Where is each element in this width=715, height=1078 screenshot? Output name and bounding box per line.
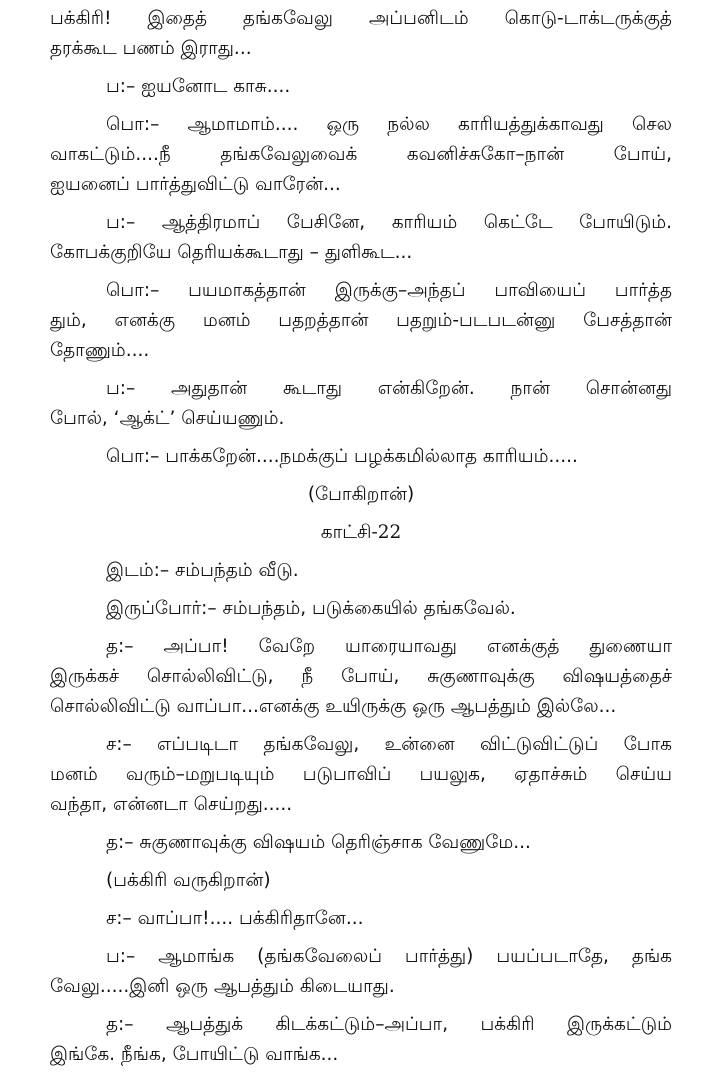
text-line: பொ:– பயமாகத்தான் இருக்கு–அந்தப் பாவியைப் பார்த்த (106, 280, 672, 301)
dialogue-paragraph (50, 110, 672, 200)
text-line: வாகட்டும்....நீ தங்கவேலுவைக் கவனிச்சுகோ–நான் போய், (50, 144, 672, 165)
text-line: த:– அப்பா! வேறே யாரையாவது எனக்குத் துணையா (106, 636, 672, 657)
text-line: பக்கிரி! இதைத் தங்கவேலு அப்பனிடம் கொடு-டாக்டருக்குத் (50, 8, 672, 29)
dialogue-paragraph (50, 556, 672, 586)
scene-title: காட்சி-22 (320, 522, 402, 543)
text-line: இருக்கச் சொல்லிவிட்டு, நீ போய், சுகுணாவுக்கு விஷயத்தைச் (50, 666, 672, 687)
text-line: வேலு.....இனி ஒரு ஆபத்தும் கிடையாது. (50, 976, 395, 997)
text-line: ஐயனைப் பார்த்துவிட்டு வாரேன்... (50, 174, 341, 195)
text-line: (பக்கிரி வருகிறான்) (106, 870, 271, 891)
text-line: போல், ‘ஆக்ட்’ செய்யணும். (50, 408, 285, 429)
dialogue-paragraph (50, 632, 672, 722)
text-line: கோபக்குறியே தெரியக்கூடாது – துளிகூட... (50, 242, 413, 263)
text-line: பொ:– பாக்கறேன்....நமக்குப் பழக்கமில்லாத காரியம்..... (106, 446, 578, 467)
text-line: த:– சுகுணாவுக்கு விஷயம் தெரிஞ்சாக வேணுமே... (106, 832, 531, 853)
text-line: த:– ஆபத்துக் கிடக்கட்டும்–அப்பா, பக்கிரி இருக்கட்டும் (106, 1014, 672, 1035)
dialogue-paragraph (50, 374, 672, 434)
text-line: இங்கே. நீங்க, போயிட்டு வாங்க... (50, 1044, 339, 1065)
dialogue-block-2 (50, 556, 672, 1070)
dialogue-paragraph (50, 904, 672, 934)
dialogue-paragraph (50, 828, 672, 858)
text-line: மனம் வரும்–மறுபடியும் படுபாவிப் பயலுக, ஏதாச்சும் செய்ய (50, 764, 672, 785)
dialogue-paragraph (50, 942, 672, 1002)
dialogue-paragraph (50, 276, 672, 366)
text-line: பொ:– ஆமாமாம்.... ஒரு நல்ல காரியத்துக்காவது செல (106, 114, 672, 135)
dialogue-paragraph (50, 442, 672, 472)
text-line: சொல்லிவிட்டு வாப்பா...எனக்கு உயிருக்கு ஒரு ஆபத்தும் இல்லே... (50, 696, 617, 717)
text-line: தும், எனக்கு மனம் பதறத்தான் பதறும்-படபடன்னு பேசத்தான் (50, 310, 672, 331)
dialogue-paragraph (50, 1010, 672, 1070)
dialogue-paragraph (50, 4, 672, 64)
text-line: ப:– ஆத்திரமாப் பேசினே, காரியம் கெட்டே போயிடும். (106, 212, 672, 233)
dialogue-paragraph (50, 72, 672, 102)
dialogue-paragraph (50, 866, 672, 896)
dialogue-paragraph (50, 594, 672, 624)
text-line: தோணும்.... (50, 340, 150, 361)
text-line: ப:– ஐயனோட காசு.... (106, 76, 291, 97)
dialogue-block-1 (50, 4, 672, 472)
dialogue-paragraph (50, 730, 672, 820)
text-line: இருப்போர்:– சம்பந்தம், படுக்கையில் தங்கவேல். (106, 598, 516, 619)
text-line: தரக்கூட பணம் இராது... (50, 38, 252, 59)
text-line: வந்தா, என்னடா செய்றது..... (50, 794, 293, 815)
page-text (50, 4, 672, 1078)
text-line: இடம்:– சம்பந்தம் வீடு. (106, 560, 299, 581)
stage-direction: (போகிறான்) (307, 484, 415, 505)
text-line: ச:– வாப்பா!.... பக்கிரிதானே... (106, 908, 364, 929)
text-line: ப:– அதுதான் கூடாது என்கிறேன். நான் சொன்னது (106, 378, 672, 399)
text-line: ச:– எப்படிடா தங்கவேலு, உன்னை விட்டுவிட்டுப் போக (106, 734, 672, 755)
dialogue-paragraph (50, 208, 672, 268)
text-line: ப:– ஆமாங்க (தங்கவேலைப் பார்த்து) பயப்படாதே, தங்க (106, 946, 672, 967)
